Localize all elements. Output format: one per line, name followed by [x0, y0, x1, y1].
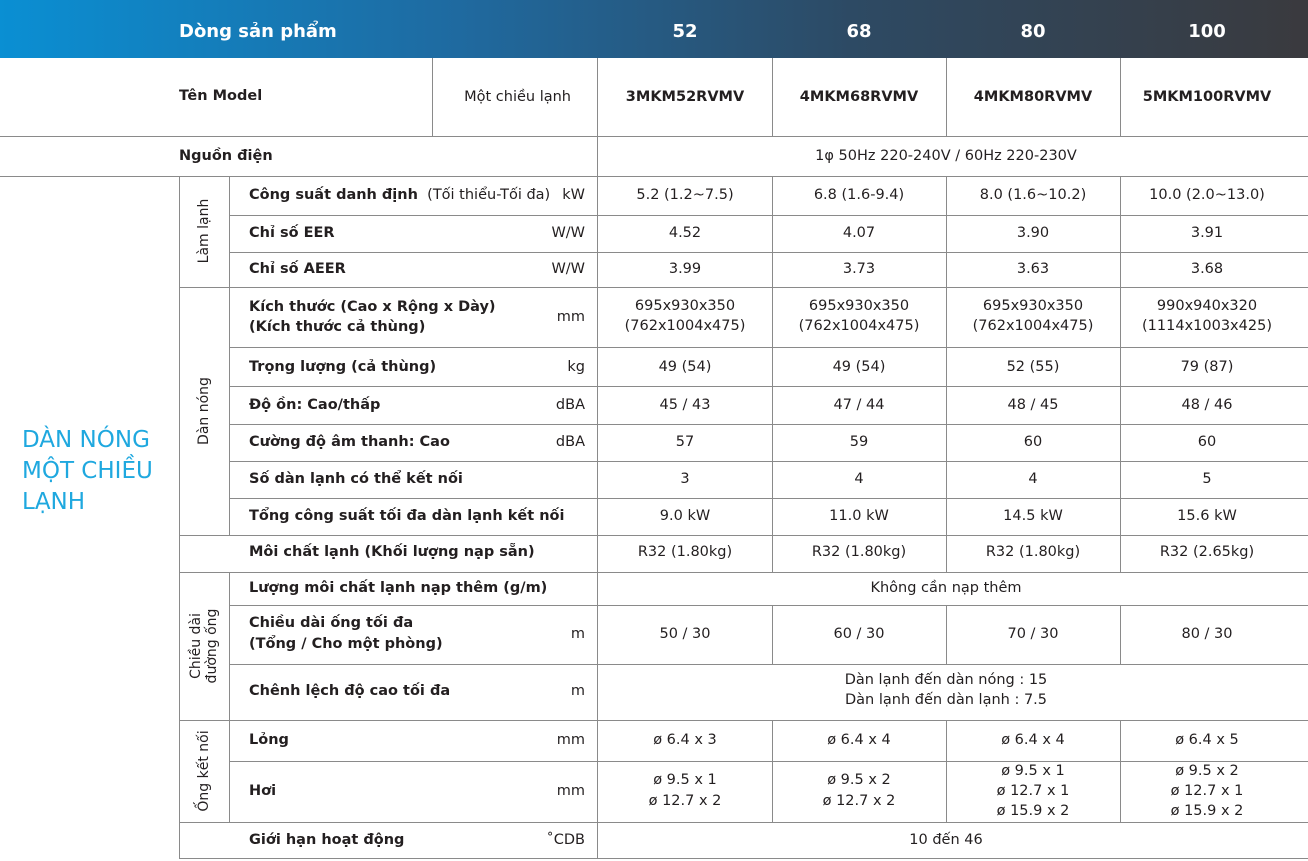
dimensions-packed-value: (762x1004x475) [798, 318, 920, 334]
max-capacity-label: Tổng công suất tối đa dàn lạnh kết nối [249, 508, 565, 524]
max-capacity-value: 11.0 kW [829, 508, 889, 524]
group-cooling-label: Làm lạnh [196, 198, 212, 264]
refrigerant-value: R32 (1.80kg) [985, 544, 1081, 560]
sound-power-value: 59 [849, 434, 869, 450]
noise-value: 47 / 44 [833, 397, 885, 413]
unit-kw: kW [562, 187, 585, 203]
gas-label: Hơi [249, 783, 277, 799]
dimensions-value: 695x930x350 [808, 298, 910, 314]
capacity-value: 8.0 (1.6~10.2) [979, 187, 1087, 203]
sound-power-value: 57 [675, 434, 695, 450]
eer-value: 3.90 [1016, 225, 1050, 241]
indoor-count-value: 4 [854, 471, 864, 487]
unit-m: m [570, 626, 585, 642]
weight-value: 49 (54) [658, 359, 712, 375]
sound-power-value: 60 [1023, 434, 1043, 450]
liquid-value: ø 6.4 x 5 [1175, 732, 1239, 748]
pipe-length-value: 80 / 30 [1181, 626, 1233, 642]
model-type-label: Một chiều lạnh [464, 89, 571, 105]
pipe-length-sublabel: (Tổng / Cho một phòng) [249, 636, 443, 652]
aeer-value: 3.73 [842, 261, 876, 277]
series-52: 52 [672, 21, 698, 42]
series-100: 100 [1188, 21, 1226, 42]
max-capacity-value: 15.6 kW [1177, 508, 1237, 524]
capacity-note: (Tối thiểu-Tối đa) [427, 187, 551, 203]
max-capacity-value: 14.5 kW [1003, 508, 1063, 524]
gas-value: ø 12.7 x 1 [1170, 783, 1244, 799]
model-value: 5MKM100RVMV [1142, 89, 1272, 105]
dimensions-packed-value: (1114x1003x425) [1142, 318, 1272, 334]
series-68: 68 [846, 21, 872, 42]
height-diff-line-1: Dàn lạnh đến dàn nóng : 15 [844, 672, 1048, 688]
side-title-line: MỘT CHIỀU [22, 458, 153, 484]
dimensions-packed-value: (762x1004x475) [624, 318, 746, 334]
gas-value: ø 9.5 x 1 [653, 772, 717, 788]
refrigerant-value: R32 (1.80kg) [637, 544, 733, 560]
aeer-value: 3.63 [1016, 261, 1050, 277]
pipe-length-value: 70 / 30 [1007, 626, 1059, 642]
aeer-label: Chỉ số AEER [249, 261, 346, 277]
gas-value: ø 15.9 x 2 [996, 803, 1070, 819]
height-diff-label: Chênh lệch độ cao tối đa [249, 683, 451, 699]
gas-value: ø 12.7 x 2 [648, 793, 722, 809]
additional-charge-value: Không cần nạp thêm [870, 580, 1022, 596]
indoor-count-value: 3 [680, 471, 690, 487]
indoor-count-value: 5 [1202, 471, 1212, 487]
dimensions-sublabel: (Kích thước cả thùng) [249, 319, 426, 335]
aeer-value: 3.68 [1190, 261, 1224, 277]
operating-range-label: Giới hạn hoạt động [249, 832, 405, 848]
pipe-length-value: 50 / 30 [659, 626, 711, 642]
dimensions-value: 990x940x320 [1156, 298, 1258, 314]
weight-value: 49 (54) [832, 359, 886, 375]
model-name-label: Tên Model [179, 88, 263, 104]
side-title-line: LẠNH [22, 489, 86, 515]
eer-label: Chỉ số EER [249, 225, 335, 241]
height-diff-line-2: Dàn lạnh đến dàn lạnh : 7.5 [844, 692, 1048, 708]
model-value: 3MKM52RVMV [625, 89, 745, 105]
product-line-label: Dòng sản phẩm [179, 21, 337, 42]
eer-value: 4.52 [668, 225, 702, 241]
unit-mm: mm [556, 732, 585, 748]
gas-value: ø 15.9 x 2 [1170, 803, 1244, 819]
dimensions-value: 695x930x350 [634, 298, 736, 314]
capacity-name: Công suất danh định [249, 187, 418, 203]
max-capacity-value: 9.0 kW [659, 508, 711, 524]
dimensions-value: 695x930x350 [982, 298, 1084, 314]
refrigerant-label: Môi chất lạnh (Khối lượng nạp sẵn) [249, 544, 535, 560]
dimensions-label: Kích thước (Cao x Rộng x Dày) [249, 299, 496, 315]
unit-ww: W/W [551, 225, 585, 241]
power-label: Nguồn điện [179, 148, 273, 164]
gas-value: ø 12.7 x 1 [996, 783, 1070, 799]
noise-value: 45 / 43 [659, 397, 711, 413]
power-value: 1φ 50Hz 220-240V / 60Hz 220-230V [815, 148, 1077, 164]
side-title-line: DÀN NÓNG [22, 427, 150, 453]
unit-dba: dBA [555, 434, 585, 450]
unit-ww: W/W [551, 261, 585, 277]
weight-value: 79 (87) [1180, 359, 1234, 375]
liquid-value: ø 6.4 x 4 [827, 732, 891, 748]
eer-value: 4.07 [842, 225, 876, 241]
sound-power-label: Cường độ âm thanh: Cao [249, 434, 450, 450]
unit-m: m [570, 683, 585, 699]
liquid-value: ø 6.4 x 4 [1001, 732, 1065, 748]
aeer-value: 3.99 [668, 261, 702, 277]
pipe-length-value: 60 / 30 [833, 626, 885, 642]
model-value: 4MKM68RVMV [799, 89, 919, 105]
operating-range-value: 10 đến 46 [909, 832, 983, 848]
noise-value: 48 / 45 [1007, 397, 1059, 413]
gas-value: ø 9.5 x 2 [1175, 763, 1239, 779]
weight-label: Trọng lượng (cả thùng) [249, 359, 437, 375]
group-piping-label: Chiều dài đường ống [188, 608, 220, 684]
indoor-count-label: Số dàn lạnh có thể kết nối [249, 471, 463, 487]
liquid-label: Lỏng [249, 732, 289, 748]
noise-value: 48 / 46 [1181, 397, 1233, 413]
dimensions-packed-value: (762x1004x475) [972, 318, 1094, 334]
gas-value: ø 9.5 x 2 [827, 772, 891, 788]
gas-value: ø 9.5 x 1 [1001, 763, 1065, 779]
capacity-value: 6.8 (1.6-9.4) [813, 187, 905, 203]
unit-dba: dBA [555, 397, 585, 413]
weight-value: 52 (55) [1006, 359, 1060, 375]
gas-value: ø 12.7 x 2 [822, 793, 896, 809]
capacity-value: 10.0 (2.0~13.0) [1149, 187, 1265, 203]
capacity-value: 5.2 (1.2~7.5) [636, 187, 734, 203]
eer-value: 3.91 [1190, 225, 1224, 241]
group-connection-label: Ống kết nối [196, 730, 212, 812]
series-80: 80 [1020, 21, 1046, 42]
side-title [22, 425, 172, 518]
sound-power-value: 60 [1197, 434, 1217, 450]
group-outdoor-label: Dàn nóng [196, 377, 212, 445]
capacity-label [249, 186, 550, 205]
unit-cdb: ˚CDB [546, 832, 585, 848]
pipe-length-label: Chiều dài ống tối đa [249, 615, 414, 631]
unit-kg: kg [567, 359, 585, 375]
noise-label: Độ ồn: Cao/thấp [249, 397, 381, 413]
model-value: 4MKM80RVMV [973, 89, 1093, 105]
refrigerant-value: R32 (1.80kg) [811, 544, 907, 560]
refrigerant-value: R32 (2.65kg) [1159, 544, 1255, 560]
unit-mm: mm [556, 309, 585, 325]
unit-mm: mm [556, 783, 585, 799]
liquid-value: ø 6.4 x 3 [653, 732, 717, 748]
indoor-count-value: 4 [1028, 471, 1038, 487]
additional-charge-label: Lượng môi chất lạnh nạp thêm (g/m) [249, 580, 548, 596]
